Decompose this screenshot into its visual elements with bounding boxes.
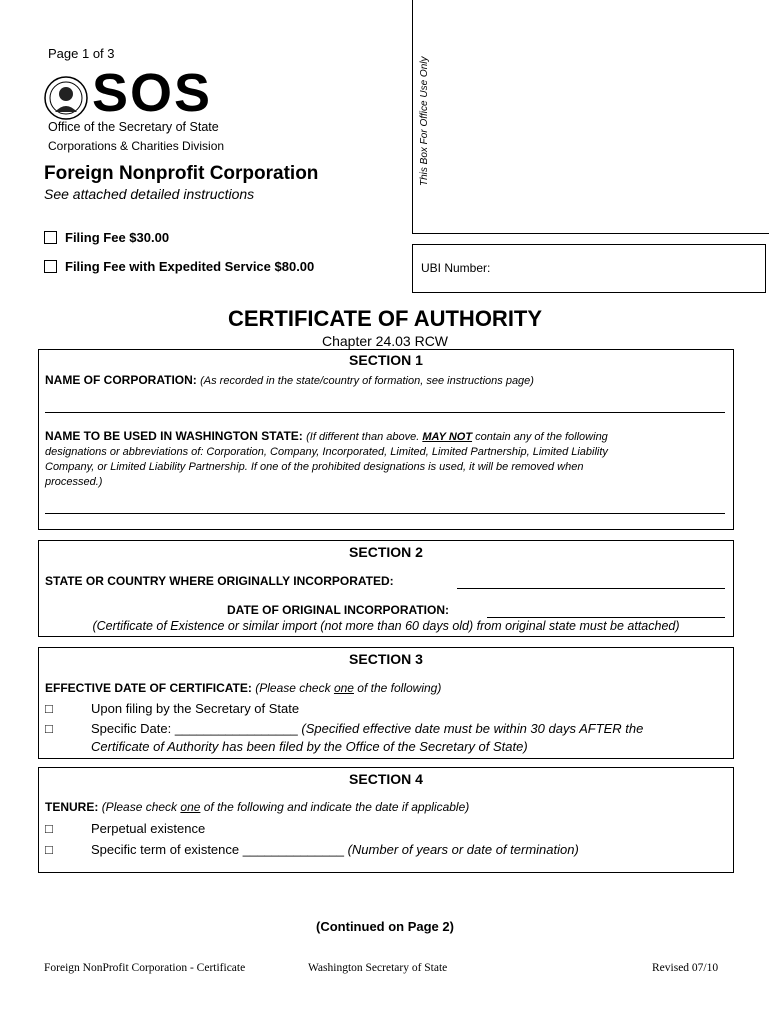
specific-date-checkbox[interactable]: □	[45, 721, 53, 736]
document-chapter: Chapter 24.03 RCW	[321, 333, 449, 349]
washington-name-note-4: processed.)	[45, 476, 103, 488]
section-4	[38, 767, 734, 873]
sos-logo: SOS	[92, 63, 213, 123]
section-2-heading: SECTION 2	[349, 544, 423, 560]
section-1-heading: SECTION 1	[349, 352, 423, 368]
specific-date-field[interactable]: Specific Date: _________________ (Specified effective date must be within 30 days AFTER the	[91, 721, 644, 736]
filing-fee-checkbox[interactable]	[44, 231, 57, 244]
section-1	[38, 349, 734, 530]
perpetual-checkbox[interactable]: □	[45, 821, 53, 836]
continued-note: (Continued on Page 2)	[316, 919, 454, 934]
existence-certificate-note: (Certificate of Existence or similar import (not more than 60 days old) from original state must be attached)	[92, 619, 680, 633]
footer-revision: Revised 07/10	[652, 962, 719, 974]
section-3-heading: SECTION 3	[349, 651, 423, 667]
form-title: Foreign Nonprofit Corporation	[44, 163, 319, 184]
effective-date-label: EFFECTIVE DATE OF CERTIFICATE: (Please check one of the following)	[45, 681, 442, 695]
footer-form-name: Foreign NonProfit Corporation - Certificate	[44, 962, 246, 974]
incorporation-date-field[interactable]	[487, 617, 725, 618]
document-title: CERTIFICATE OF AUTHORITY	[227, 306, 543, 331]
upon-filing-label: Upon filing by the Secretary of State	[91, 701, 300, 716]
ubi-number-box[interactable]	[412, 244, 766, 293]
state-country-field[interactable]	[457, 588, 725, 589]
filing-fee-label: Filing Fee $30.00	[65, 230, 170, 245]
specific-date-note: Certificate of Authority has been filed by the Office of the Secretary of State)	[91, 739, 528, 754]
office-use-box	[412, 0, 769, 234]
washington-name-note-3: Company, or Limited Liability Partnership. If one of the prohibited designations is used, it will be removed when	[45, 461, 584, 473]
section-4-heading: SECTION 4	[349, 771, 423, 787]
corporation-name-label: NAME OF CORPORATION: (As recorded in the state/country of formation, see instructions page)	[45, 373, 534, 387]
washington-name-label: NAME TO BE USED IN WASHINGTON STATE: (If different than above. MAY NOT contain any of the following	[45, 429, 608, 443]
office-name: Office of the Secretary of State	[48, 120, 219, 134]
section-3	[38, 647, 734, 759]
state-seal-icon	[44, 76, 88, 120]
specific-term-field[interactable]: Specific term of existence ______________ (Number of years or date of termination)	[91, 842, 579, 857]
corporation-name-field[interactable]	[45, 412, 725, 413]
office-use-label: This Box For Office Use Only	[419, 56, 430, 186]
footer-agency: Washington Secretary of State	[308, 962, 448, 974]
expedited-fee-checkbox[interactable]	[44, 260, 57, 273]
washington-name-field[interactable]	[45, 513, 725, 514]
tenure-label: TENURE: (Please check one of the following and indicate the date if applicable)	[45, 800, 470, 814]
ubi-number-label: UBI Number:	[421, 261, 491, 275]
section-2	[38, 540, 734, 637]
page-number: Page 1 of 3	[48, 46, 115, 61]
expedited-fee-label: Filing Fee with Expedited Service $80.00	[65, 259, 315, 274]
division-name: Corporations & Charities Division	[48, 139, 225, 153]
expedited-fee-option[interactable]	[44, 259, 314, 274]
perpetual-label: Perpetual existence	[91, 821, 206, 836]
specific-term-checkbox[interactable]: □	[45, 842, 53, 857]
incorporation-date-label: DATE OF ORIGINAL INCORPORATION:	[227, 603, 449, 617]
filing-fee-option[interactable]	[44, 230, 169, 245]
state-country-label: STATE OR COUNTRY WHERE ORIGINALLY INCORPORATED:	[45, 574, 394, 588]
form-subtitle: See attached detailed instructions	[44, 186, 255, 202]
upon-filing-checkbox[interactable]: □	[45, 701, 53, 716]
washington-name-note-2: designations or abbreviations of: Corporation, Company, Incorporated, Limited, Limited Partnership, Limited Liability	[45, 446, 608, 458]
